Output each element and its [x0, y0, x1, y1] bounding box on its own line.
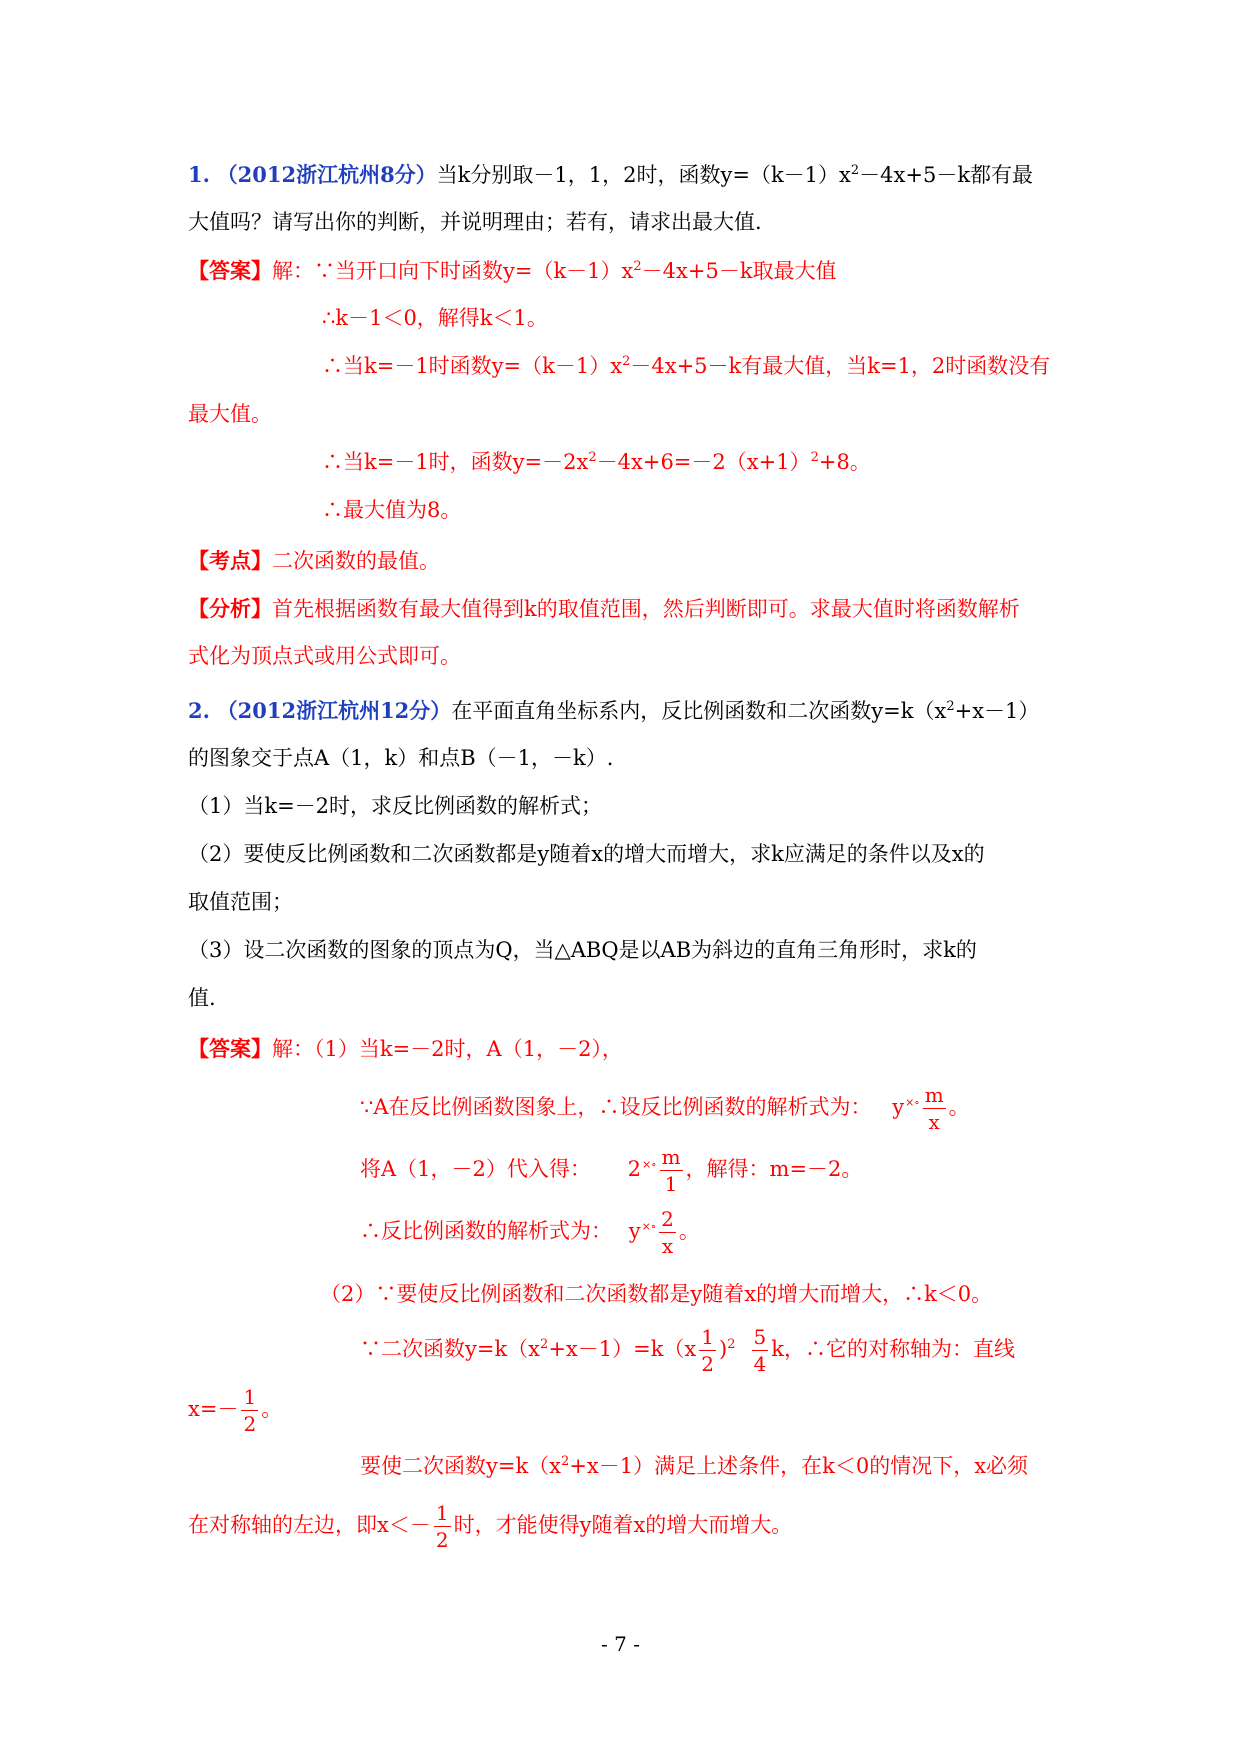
q2-answer-line6	[360, 1324, 1015, 1377]
q2-answer-line8	[360, 1456, 1028, 1477]
fraction-1-over-2	[434, 1500, 451, 1553]
answer-text: 将A（1，－2）代入得：	[360, 1157, 591, 1181]
answer-text-cont: －4x+5－k取最大值	[641, 259, 837, 283]
superscript: 2	[622, 354, 631, 369]
q2-answer-line5: （2）∵要使反比例函数和二次函数都是y随着x的增大而增大，∴k＜0。	[320, 1282, 993, 1306]
formula-mark: ×∘	[641, 1158, 657, 1171]
page-number: - 7 -	[601, 1632, 640, 1656]
answer-tag: 【答案】	[188, 1036, 272, 1061]
q1-answer-line2: ∴k－1＜0，解得k＜1。	[322, 306, 548, 330]
answer-text-cont: +x－1）满足上述条件，在k＜0的情况下，x必须	[569, 1454, 1029, 1478]
answer-text-cont: －4x+5－k有最大值，当k=1，2时函数没有	[630, 354, 1051, 378]
fraction-denominator: 2	[243, 1412, 257, 1436]
answer-text-end: k，∴它的对称轴为：直线	[771, 1337, 1015, 1361]
fraction-denominator: 1	[664, 1172, 678, 1196]
fraction-numerator: 1	[435, 1501, 449, 1525]
q2-answer-line4	[360, 1206, 700, 1259]
formula-y: y	[892, 1095, 905, 1119]
fraction-5-over-4	[752, 1324, 769, 1377]
q2-part1: （1）当k=－2时，求反比例函数的解析式；	[188, 794, 603, 818]
fraction-denominator: x	[928, 1110, 940, 1134]
q1-text-cont: －4x+5－k都有最	[859, 163, 1034, 187]
fraction-numerator: 1	[243, 1385, 257, 1409]
answer-text: 在对称轴的左边，即x＜－	[188, 1513, 431, 1537]
q2-text-cont: +x－1）	[954, 699, 1040, 723]
fraction-numerator: 5	[753, 1325, 767, 1349]
formula-mark: ×∘	[641, 1220, 657, 1233]
q2-answer-line9	[188, 1500, 792, 1553]
q2-part3-line2: 值.	[188, 986, 216, 1010]
answer-text-cont: －4x+6=－2（x+1）	[596, 450, 811, 474]
q2-answer-line7	[188, 1384, 282, 1437]
q1-line1	[188, 164, 1033, 186]
fraction-m-over-1	[660, 1144, 683, 1197]
fraction-2-over-x	[659, 1206, 676, 1259]
formula-mark: ×∘	[905, 1096, 920, 1109]
punctuation: 。	[261, 1397, 283, 1421]
q1-answer-line5	[322, 452, 871, 473]
paren: )	[719, 1337, 728, 1361]
superscript: 2	[850, 163, 860, 178]
q1-source: （2012浙江杭州8分）	[216, 162, 437, 187]
q2-line1	[188, 700, 1039, 722]
kaodian-text: 二次函数的最值。	[272, 549, 440, 573]
q2-part3-line1: （3）设二次函数的图象的顶点为Q，当△ABQ是以AB为斜边的直角三角形时，求k的	[188, 938, 977, 962]
q2-number: 2.	[188, 698, 210, 723]
answer-text-cont: 时，才能使得y随着x的增大而增大。	[453, 1513, 793, 1537]
q1-line2: 大值吗？请写出你的判断，并说明理由；若有，请求出最大值.	[188, 210, 762, 234]
fraction-numerator: m	[661, 1145, 681, 1169]
punctuation: 。	[678, 1219, 700, 1243]
q2-line2: 的图象交于点A（1，k）和点B（－1，－k）.	[188, 746, 614, 770]
q1-answer-line1	[188, 260, 837, 282]
fraction-1-over-2	[699, 1324, 716, 1377]
q2-text: 在平面直角坐标系内，反比例函数和二次函数y=k（x	[451, 699, 947, 723]
q1-answer-line4: 最大值。	[188, 402, 272, 426]
answer-text-end: +8。	[818, 450, 871, 474]
q1-text: 当k分别取－1，1，2时，函数y=（k－1）x	[436, 163, 851, 187]
answer-text: ∴反比例函数的解析式为：	[360, 1219, 612, 1243]
answer-text-cont: +x－1）=k（x	[548, 1337, 697, 1361]
answer-tag: 【答案】	[188, 258, 272, 283]
q2-answer-line2	[360, 1082, 970, 1135]
superscript: 2	[946, 699, 955, 714]
q2-answer-line3	[360, 1144, 862, 1197]
answer-text: 解：（1）当k=－2时，A（1，－2），	[272, 1037, 623, 1061]
fraction-numerator: m	[924, 1083, 944, 1107]
fenxi-tag: 【分析】	[188, 596, 272, 621]
answer-text: ∴当k=－1时函数y=（k－1）x	[322, 354, 623, 378]
fenxi-text: 首先根据函数有最大值得到k的取值范围，然后判断即可。求最大值时将函数解析	[272, 597, 1020, 621]
fraction-numerator: 2	[661, 1207, 674, 1231]
q1-fenxi-line1	[188, 598, 1020, 620]
fraction-denominator: 4	[753, 1352, 767, 1376]
superscript: 2	[810, 450, 819, 465]
answer-text-cont: ，解得：m=－2。	[685, 1157, 863, 1181]
superscript: 2	[727, 1337, 736, 1352]
fraction-1-over-2	[241, 1384, 258, 1437]
superscript: 2	[588, 450, 597, 465]
q2-part2-line1: （2）要使反比例函数和二次函数都是y随着x的增大而增大，求k应满足的条件以及x的	[188, 842, 985, 866]
fraction-m-over-x	[923, 1082, 946, 1135]
formula-y: y	[628, 1219, 641, 1243]
fraction-denominator: x	[661, 1234, 674, 1258]
fraction-numerator: 1	[701, 1325, 715, 1349]
q1-fenxi-line2: 式化为顶点式或用公式即可。	[188, 644, 461, 668]
q1-answer-line6: ∴最大值为8。	[322, 498, 462, 522]
q1-answer-line3	[322, 356, 1050, 377]
superscript: 2	[633, 259, 642, 274]
answer-text: ∵A在反比例函数图象上，∴设反比例函数的解析式为：	[360, 1095, 872, 1119]
q2-part2-line2: 取值范围；	[188, 890, 293, 914]
answer-text: 要使二次函数y=k（x	[360, 1454, 562, 1478]
q2-answer-line1	[188, 1038, 623, 1060]
answer-text: ∴当k=－1时，函数y=－2x	[322, 450, 589, 474]
answer-text: x=－	[188, 1397, 239, 1421]
answer-text: 解：∵当开口向下时函数y=（k－1）x	[272, 259, 634, 283]
formula-lhs: 2	[627, 1157, 641, 1181]
answer-text: ∵二次函数y=k（x	[360, 1337, 541, 1361]
superscript: 2	[540, 1337, 549, 1352]
fraction-denominator: 2	[701, 1352, 715, 1376]
kaodian-tag: 【考点】	[188, 548, 272, 573]
fraction-denominator: 2	[435, 1528, 449, 1552]
superscript: 2	[561, 1454, 570, 1469]
q1-kaodian	[188, 550, 440, 572]
punctuation: 。	[948, 1095, 970, 1119]
q1-number: 1.	[188, 162, 210, 187]
q2-source: （2012浙江杭州12分）	[216, 698, 452, 723]
